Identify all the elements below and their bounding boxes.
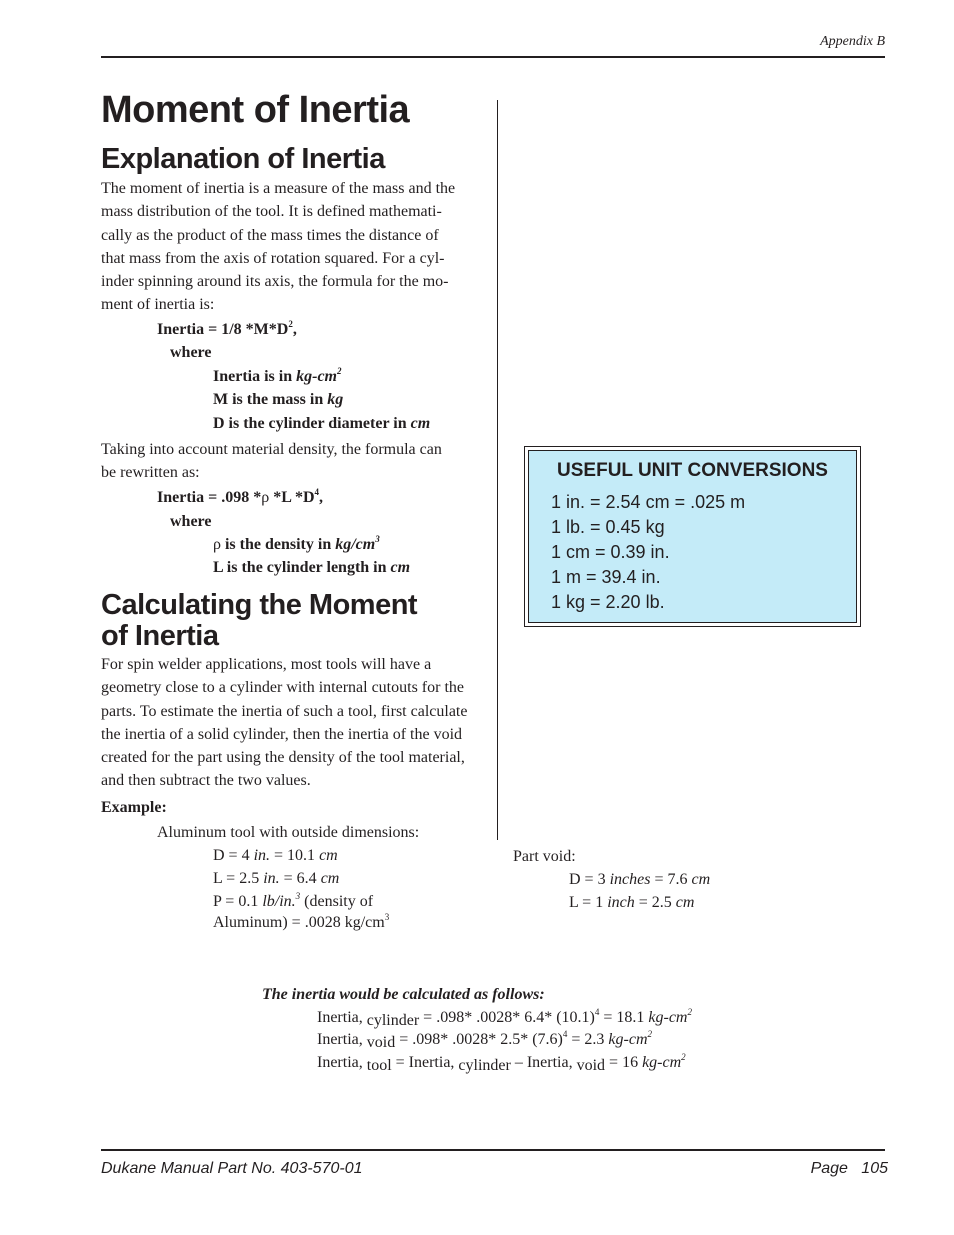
definition-inertia: Inertia is in $kg-cm^2$	[213, 366, 342, 385]
definition-mass: M is the mass in kg	[213, 391, 344, 408]
part-void-diameter: D = 3 inches = 7.6 cm	[569, 871, 711, 888]
unit-conversions-title: USEFUL UNIT CONVERSIONS	[557, 460, 828, 481]
example-density: P = 0.1 lb/in.$^3$ (density of	[213, 891, 374, 910]
text-line: be rewritten as:	[101, 464, 200, 482]
running-header: Appendix B	[820, 34, 885, 49]
where-label: where	[170, 344, 212, 361]
example-label: Example:	[101, 799, 167, 816]
text-line: For spin welder applications, most tools will have a	[101, 656, 432, 673]
text-line: that mass from the axis of rotation squared. For a cyl-	[101, 249, 445, 267]
density-paragraph	[101, 438, 477, 485]
text-line: The moment of inertia is a measure of the mass and the	[101, 180, 456, 197]
unit-conversions-panel	[528, 450, 857, 623]
text-line: cally as the product of the mass times the distance of	[101, 226, 439, 244]
conversion-item: 1 in. = 2.54 cm = .025 m	[551, 492, 746, 512]
example-length: L = 2.5 in. = 6.4 cm	[213, 870, 340, 887]
calculation-tool: Inertia, tool = Inertia, cylinder – Inertia, void = 16 $kg-cm^2$	[317, 1052, 686, 1074]
definition-density: ρ is the density in $kg/cm^3$	[213, 534, 380, 553]
manual-part-number: Dukane Manual Part No. 403-570-01	[101, 1160, 363, 1177]
text-line: Taking into account material density, the formula can	[101, 441, 442, 458]
part-void-length: L = 1 inch = 2.5 cm	[569, 894, 695, 911]
section-heading-explanation: Explanation of Inertia	[101, 143, 385, 175]
conversion-item: 1 m = 39.4 in.	[551, 567, 661, 587]
section-heading-calculating: Calculating the Moment of Inertia	[101, 589, 418, 652]
text-line: ment of inertia is:	[101, 296, 215, 314]
text-line: created for the part using the density of the tool material,	[101, 749, 465, 767]
conversion-item: 1 lb. = 0.45 kg	[551, 517, 665, 537]
definition-diameter: D is the cylinder diameter in cm	[213, 415, 431, 432]
page-number: Page 105	[810, 1160, 888, 1177]
calculation-heading: The inertia would be calculated as follows:	[262, 986, 545, 1003]
example-intro: Aluminum tool with outside dimensions:	[157, 824, 420, 841]
text-line: parts. To estimate the inertia of such a tool, first calculate	[101, 702, 468, 720]
text-line: inder spinning around its axis, the formula for the mo-	[101, 273, 449, 291]
example-diameter: D = 4 in. = 10.1 cm	[213, 847, 338, 864]
formula-inertia-mass: Inertia = 1/8 $*M*D^2$,	[157, 319, 297, 338]
footer-rule	[101, 1149, 885, 1151]
calculation-void: Inertia, void = .098* .0028* 2.5* $(7.6)^4 = 2.3$ $kg-cm^2$	[317, 1029, 653, 1051]
header-rule	[101, 56, 885, 58]
part-void-label: Part void:	[513, 848, 576, 865]
calculation-cylinder: Inertia, cylinder = .098* .0028* 6.4* $(10.1)^4 = 18.1$ $kg-cm^2$	[317, 1007, 692, 1029]
text-line: geometry close to a cylinder with internal cutouts for the	[101, 679, 464, 697]
text-line: the inertia of a solid cylinder, then the inertia of the void	[101, 725, 463, 743]
example-density-continued: Aluminum) = .0028 $kg/cm^3$	[213, 912, 390, 931]
definition-length: L is the cylinder length in cm	[213, 559, 411, 576]
page-title: Moment of Inertia	[101, 89, 410, 131]
explanation-paragraph	[101, 177, 477, 317]
text-line: and then subtract the two values.	[101, 772, 311, 790]
text-line: mass distribution of the tool. It is defined mathemati-	[101, 203, 442, 221]
where-label: where	[170, 513, 212, 530]
unit-conversions-box	[524, 446, 861, 627]
conversion-item: 1 kg = 2.20 lb.	[551, 592, 665, 612]
column-divider	[497, 100, 498, 840]
conversion-item: 1 cm = 0.39 in.	[551, 542, 670, 562]
formula-inertia-density: Inertia = .098 *ρ *L $*D^4$,	[157, 487, 324, 506]
calculating-paragraph	[101, 653, 477, 793]
